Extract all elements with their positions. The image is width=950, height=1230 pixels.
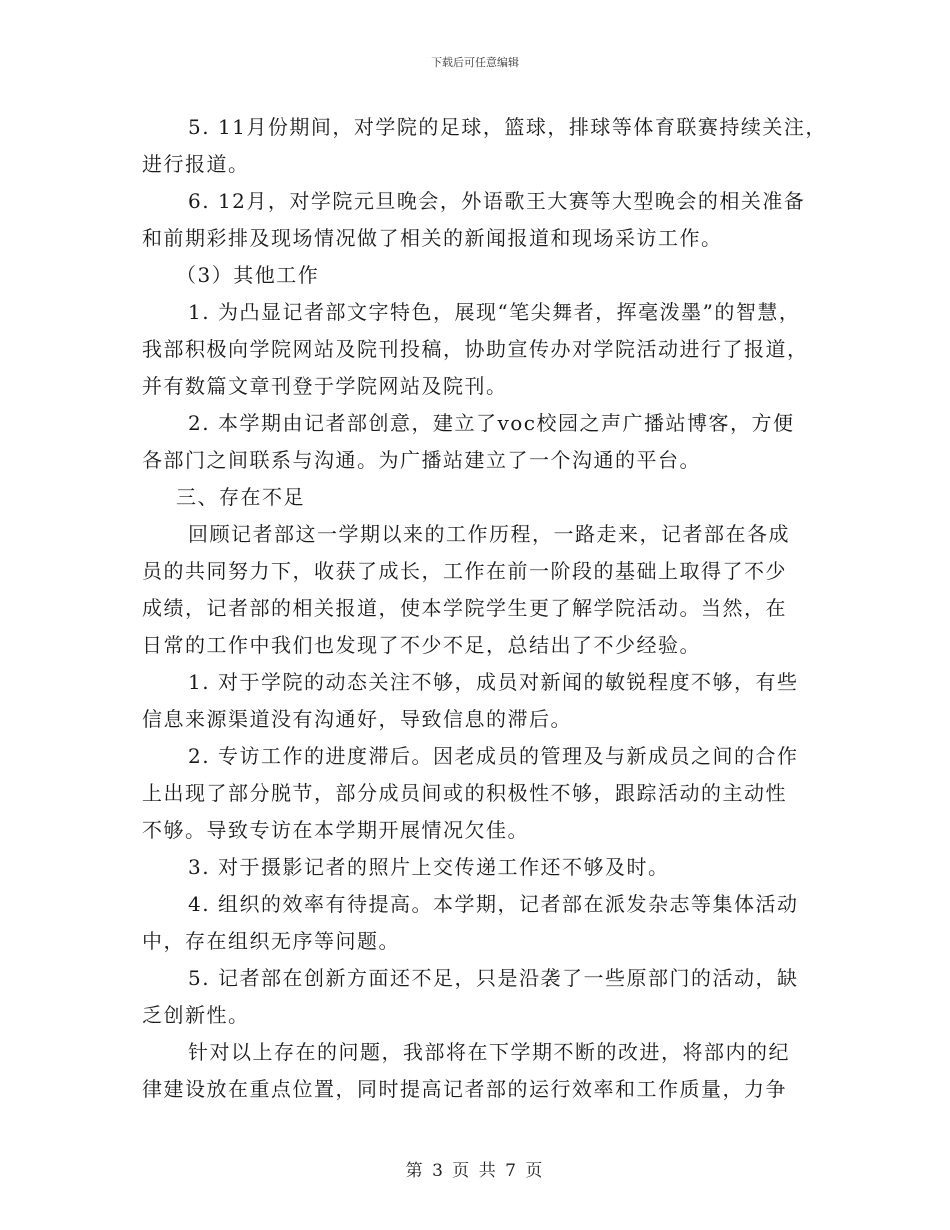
paragraph-line: 和前期彩排及现场情况做了相关的新闻报道和现场采访工作。: [142, 226, 723, 250]
paragraph-line: 2. 本学期由记者部创意，建立了voc校园之声广播站博客，方便: [188, 411, 795, 435]
paragraph-line: 4. 组织的效率有待提高。本学期，记者部在派发杂志等集体活动: [188, 892, 799, 916]
paragraph-line: 中，存在组织无序等问题。: [142, 929, 400, 953]
paragraph-line: 进行报道。: [142, 152, 250, 176]
paragraph-line: 5. 11月份期间，对学院的足球，篮球，排球等体育联赛持续关注，: [188, 115, 827, 139]
paragraph-line: 我部积极向学院网站及院刊投稿，协助宣传办对学院活动进行了报道，: [142, 337, 809, 361]
paragraph-line: 日常的工作中我们也发现了不少不足，总结出了不少经验。: [142, 633, 701, 657]
paragraph-line: 1. 为凸显记者部文字特色，展现“笔尖舞者，挥毫泼墨”的智慧，: [188, 300, 801, 324]
paragraph-line: 6. 12月，对学院元旦晚会，外语歌王大赛等大型晚会的相关准备: [188, 189, 806, 213]
page-header: 下载后可任意编辑: [431, 56, 519, 69]
paragraph-line: 上出现了部分脱节，部分成员间或的积极性不够，跟踪活动的主动性: [142, 781, 787, 805]
paragraph-line: 信息来源渠道没有沟通好，导致信息的滞后。: [142, 707, 572, 731]
paragraph-line: 1. 对于学院的动态关注不够，成员对新闻的敏锐程度不够，有些: [188, 670, 799, 694]
paragraph-line: 针对以上存在的问题，我部将在下学期不断的改进，将部内的纪: [188, 1040, 790, 1064]
paragraph-line: 3. 对于摄影记者的照片上交传递工作还不够及时。: [188, 855, 670, 879]
page-footer: 第 3 页 共 7 页: [405, 1161, 545, 1181]
paragraph-line: 律建设放在重点位置，同时提高记者部的运行效率和工作质量，力争: [142, 1077, 787, 1101]
section-heading: （3）其他工作: [176, 263, 320, 287]
paragraph-line: 乏创新性。: [142, 1003, 250, 1027]
paragraph-line: 2. 专访工作的进度滞后。因老成员的管理及与新成员之间的合作: [188, 744, 799, 768]
paragraph-line: 各部门之间联系与沟通。为广播站建立了一个沟通的平台。: [142, 448, 701, 472]
section-heading: 三、存在不足: [176, 485, 305, 509]
paragraph-line: 不够。导致专访在本学期开展情况欠佳。: [142, 818, 529, 842]
paragraph-line: 5. 记者部在创新方面还不足，只是沿袭了一些原部门的活动，缺: [188, 966, 799, 990]
paragraph-line: 员的共同努力下，收获了成长，工作在前一阶段的基础上取得了不少: [142, 559, 787, 583]
paragraph-line: 成绩，记者部的相关报道，使本学院学生更了解学院活动。当然，在: [142, 596, 787, 620]
paragraph-line: 并有数篇文章刊登于学院网站及院刊。: [142, 374, 508, 398]
paragraph-line: 回顾记者部这一学期以来的工作历程，一路走来，记者部在各成: [188, 522, 790, 546]
